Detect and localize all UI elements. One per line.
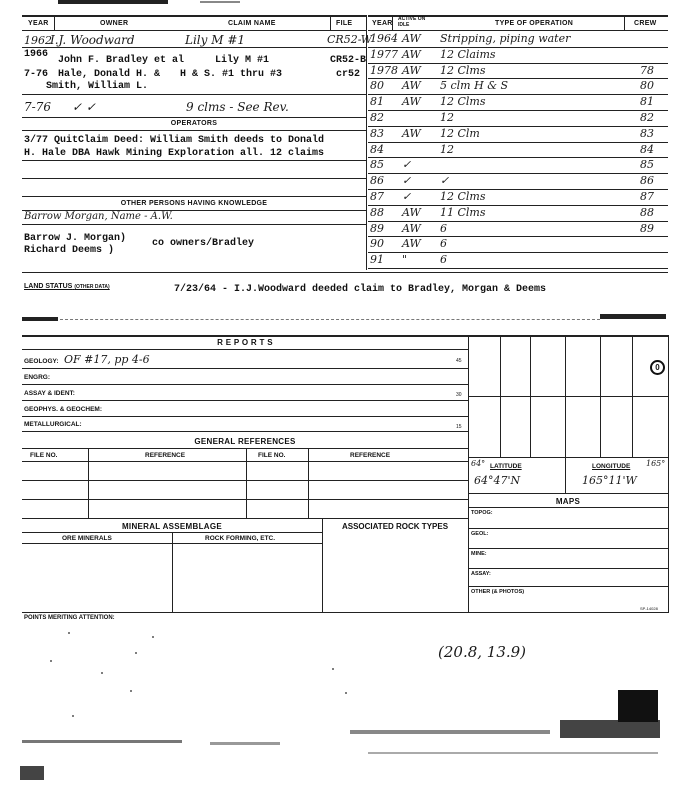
claim-row-owner: I.J. Woodward: [50, 33, 135, 47]
claim-row-owner: Smith, William L.: [46, 81, 149, 92]
report-value-geology: OF #17, pp 4-6: [64, 353, 150, 366]
activity-row-line: [368, 189, 668, 190]
activity-row-year: 91: [370, 253, 384, 267]
longitude-value: 165°11'W: [582, 474, 637, 487]
activity-row-year: 82: [370, 111, 384, 124]
latitude-label: LATITUDE: [490, 463, 522, 470]
report-num: 45: [456, 358, 462, 364]
activity-row-status: AW: [402, 95, 421, 109]
type-of-operation-header: TYPE OF OPERATION: [495, 20, 574, 27]
activity-row-type: 12: [440, 111, 454, 124]
activity-row-crew: 85: [640, 158, 654, 172]
activity-row-type: 12 Clms: [440, 190, 486, 203]
activity-row-type: Stripping, piping water: [440, 32, 571, 45]
activity-row-year: 87: [370, 190, 384, 203]
activity-row-type: 12 Clm: [440, 126, 480, 140]
activity-row-status: ✓: [402, 158, 412, 172]
activity-row-crew: 84: [640, 142, 654, 156]
activity-row-status: ✓: [402, 190, 412, 203]
activity-row-year: 1964: [370, 32, 398, 45]
ore-minerals-header: ORE MINERALS: [62, 535, 112, 542]
activity-year-header: YEAR: [372, 20, 393, 27]
land-status-text: 7/23/64 - I.J.Woodward deeded claim to Bradley, Morgan & Deems: [174, 284, 547, 295]
coordinates-note: (20.8, 13.9): [438, 643, 527, 661]
activity-row-line: [368, 110, 668, 111]
claim-row-file: CR52-B: [330, 55, 367, 66]
activity-row-year: 83: [370, 126, 384, 140]
report-num: 15: [456, 424, 462, 430]
circle-mark: 0: [650, 360, 665, 375]
activity-row-year: 88: [370, 205, 384, 219]
activity-row-line: [368, 157, 668, 158]
report-label-geophys: GEOPHYS. & GEOCHEM:: [24, 406, 103, 413]
associated-rock-types-header: ASSOCIATED ROCK TYPES: [341, 522, 449, 531]
rock-forming-header: ROCK FORMING, ETC.: [205, 535, 276, 542]
claim-row-owner: John F. Bradley et al: [58, 55, 185, 66]
longitude-suffix: 165°: [646, 459, 666, 468]
claim-row-claim: Lily M #1: [185, 33, 246, 47]
activity-row-crew: 83: [640, 126, 654, 140]
gr-col: REFERENCE: [350, 452, 391, 459]
claim-row-claim: H & S. #1 thru #3: [180, 69, 283, 80]
claim-row-year: 7-76: [24, 100, 51, 114]
activity-row-year: 84: [370, 142, 384, 156]
activity-row-year: 85: [370, 158, 384, 172]
report-num: 30: [456, 392, 462, 398]
general-references-header: GENERAL REFERENCES: [194, 437, 296, 446]
claim-row-year: 7-76: [24, 69, 49, 80]
activity-row-year: 86: [370, 174, 384, 188]
form-number: SP-14028: [640, 606, 658, 611]
activity-row-crew: 86: [640, 174, 654, 188]
other-persons-header: OTHER PERSONS HAVING KNOWLEDGE: [120, 200, 268, 207]
mineral-assemblage-header: MINERAL ASSEMBLAGE: [121, 522, 223, 531]
year-header: YEAR: [28, 20, 49, 27]
activity-row-year: 90: [370, 237, 384, 251]
activity-row-status: AW: [402, 237, 421, 251]
activity-row-year: 1978: [370, 63, 398, 77]
activity-row-year: 80: [370, 79, 384, 93]
maps-row: GEOL:: [471, 531, 489, 537]
activity-row-type: 6: [440, 237, 447, 251]
land-status-title: LAND STATUS: [24, 283, 73, 290]
gr-col: REFERENCE: [145, 452, 186, 459]
activity-row-crew: 81: [640, 95, 654, 109]
activity-row-type: 11 Clms: [440, 205, 486, 219]
claim-row-claim: 9 clms - See Rev.: [186, 100, 289, 114]
operators-line: H. Hale DBA Hawk Mining Exploration all. 12 claims: [24, 148, 325, 159]
activity-row-line: [368, 268, 668, 269]
land-status-label: [24, 283, 110, 290]
claim-row-year: 1966: [24, 49, 49, 60]
activity-row-status: AW: [402, 205, 421, 219]
maps-row: ASSAY:: [471, 571, 491, 577]
activity-row-crew: 87: [640, 190, 654, 203]
gr-col: FILE NO.: [30, 452, 58, 459]
longitude-label: LONGITUDE: [592, 463, 631, 470]
report-label-metallurgical: METALLURGICAL:: [24, 421, 82, 428]
activity-row-status: AW: [402, 63, 421, 77]
activity-row-status: AW: [402, 126, 421, 140]
activity-row-type: 12 Claims: [440, 47, 496, 61]
operators-line: 3/77 QuitClaim Deed: William Smith deeds to Donald: [24, 135, 325, 146]
activity-row-status: AW: [402, 32, 421, 45]
maps-row: OTHER (& PHOTOS): [471, 589, 525, 595]
activity-row-crew: 80: [640, 79, 654, 93]
activity-row-status: ✓: [402, 174, 412, 188]
activity-row-line: [368, 173, 668, 174]
activity-row-crew: 82: [640, 111, 654, 124]
reports-header: R E P O R T S: [217, 338, 273, 347]
activity-row-crew: 78: [640, 63, 654, 77]
activity-row-type: 5 clm H & S: [440, 79, 509, 93]
other-persons-typed: Barrow J. Morgan): [24, 233, 127, 244]
activity-row-type: ✓: [440, 174, 450, 188]
claim-row-file: cr52: [336, 69, 361, 80]
active-idle-header: ACTIVE ON IDLE: [398, 16, 426, 28]
crew-header: CREW: [634, 20, 657, 27]
activity-row-crew: 89: [640, 221, 654, 235]
activity-row-type: 12 Clms: [440, 95, 486, 109]
activity-row-status: AW: [402, 47, 421, 61]
activity-row-type: 12: [440, 142, 454, 156]
file-header: FILE: [336, 20, 353, 27]
activity-row-crew: 88: [640, 205, 654, 219]
maps-row: MINE:: [471, 551, 487, 557]
maps-row: TOPOG:: [471, 510, 493, 516]
activity-row-line: [368, 252, 668, 253]
activity-row-type: 6: [440, 253, 447, 267]
activity-row-status: AW: [402, 221, 421, 235]
activity-row-status: AW: [402, 79, 421, 93]
claim-name-header: CLAIM NAME: [228, 20, 276, 27]
points-label: POINTS MERITING ATTENTION:: [24, 615, 115, 621]
claim-row-year: 1962: [24, 34, 52, 47]
activity-row-year: 89: [370, 221, 384, 235]
gr-col: FILE NO.: [258, 452, 286, 459]
latitude-prefix: 64°: [471, 459, 486, 468]
activity-row-status: ": [402, 253, 408, 267]
claim-row-owner: Hale, Donald H. &: [58, 69, 161, 80]
report-label-engrg: ENGRG:: [24, 374, 50, 381]
report-label-geology: GEOLOGY:: [24, 358, 59, 365]
activity-row-year: 81: [370, 95, 384, 109]
latitude-value: 64°47'N: [474, 474, 521, 487]
other-persons-typed: Richard Deems ): [24, 245, 115, 256]
activity-row-type: 12 Clms: [440, 63, 486, 77]
other-persons-handwritten: Barrow Morgan, Name - A.W.: [24, 211, 173, 222]
maps-header: MAPS: [555, 497, 581, 506]
owner-header: OWNER: [100, 20, 129, 27]
claim-row-claim: Lily M #1: [215, 55, 270, 66]
other-persons-note: co owners/Bradley: [152, 238, 255, 249]
land-status-sub: (OTHER DATA): [74, 284, 110, 290]
operators-header: OPERATORS: [170, 120, 218, 127]
activity-row-year: 1977: [370, 47, 398, 61]
report-label-assay: ASSAY & IDENT:: [24, 390, 75, 397]
claim-row-owner: ✓ ✓: [72, 100, 96, 114]
claim-row-file: CR52-W: [327, 33, 373, 46]
activity-row-type: 6: [440, 221, 447, 235]
activity-row-line: [368, 142, 668, 143]
